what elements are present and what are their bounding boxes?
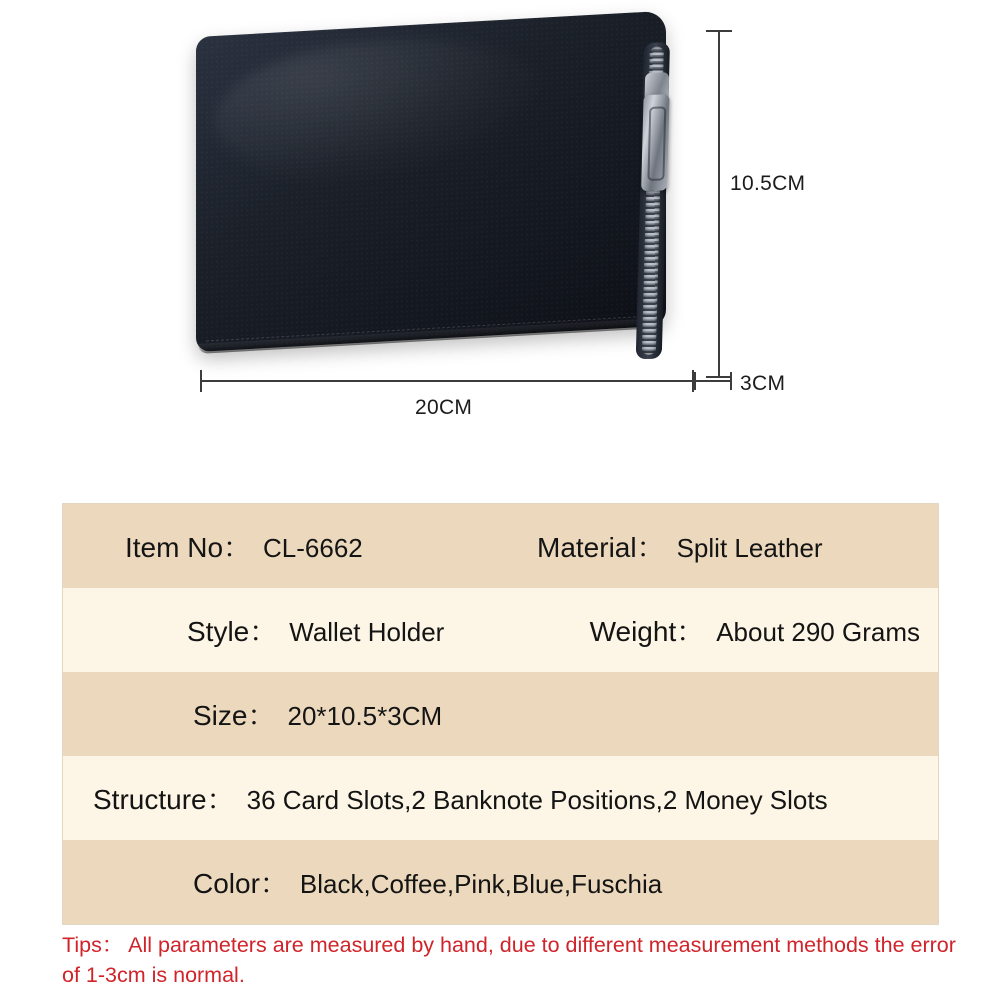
spec-value-size: 20*10.5*3CM	[287, 701, 443, 731]
width-dimension-line	[200, 380, 694, 382]
spec-cell-size	[93, 694, 920, 734]
tips-text: All parameters are measured by hand, due to different measurement methods the error of 1-3cm is normal.	[62, 933, 956, 987]
spec-key-weight: Weight：	[589, 616, 705, 647]
wallet-product-photo	[196, 25, 696, 355]
height-dimension-label: 10.5CM	[730, 172, 806, 195]
specification-table	[62, 503, 939, 925]
height-dimension-cap-bottom	[706, 376, 732, 378]
height-dimension-line	[718, 30, 720, 378]
depth-dimension-cap-left	[694, 372, 696, 390]
height-dimension-cap-top	[706, 30, 732, 32]
spec-key-material: Material：	[537, 532, 665, 563]
tips-label: Tips：	[62, 933, 124, 957]
width-dimension-cap-left	[200, 370, 202, 392]
spec-cell-style	[93, 610, 590, 650]
spec-cell-color	[93, 862, 920, 902]
spec-value-item-no: CL-6662	[263, 533, 363, 563]
spec-key-size: Size：	[193, 700, 276, 731]
product-image-area	[0, 0, 1000, 470]
spec-value-weight: About 290 Grams	[716, 617, 920, 647]
depth-dimension-line	[694, 380, 732, 382]
spec-key-style: Style：	[187, 616, 278, 647]
spec-cell-structure	[93, 778, 920, 818]
spec-value-style: Wallet Holder	[289, 617, 445, 647]
spec-key-color: Color：	[193, 868, 288, 899]
depth-dimension-cap-right	[730, 372, 732, 390]
table-row	[63, 504, 938, 588]
spec-value-color: Black,Coffee,Pink,Blue,Fuschia	[299, 869, 663, 899]
table-row	[63, 840, 938, 924]
table-row	[63, 672, 938, 756]
depth-dimension-label: 3CM	[740, 372, 786, 395]
zipper-pull-tab	[641, 94, 670, 191]
spec-cell-item-no	[93, 526, 537, 566]
spec-key-item-no: Item No：	[125, 532, 252, 563]
wallet-body	[196, 11, 666, 352]
spec-cell-weight	[590, 610, 920, 650]
width-dimension-label: 20CM	[415, 396, 473, 419]
spec-key-structure: Structure：	[93, 784, 235, 815]
tips-note	[62, 930, 962, 990]
table-row	[63, 756, 938, 840]
spec-cell-material	[537, 526, 823, 566]
spec-value-material: Split Leather	[676, 533, 823, 563]
table-row	[63, 588, 938, 672]
spec-value-structure: 36 Card Slots,2 Banknote Positions,2 Money Slots	[246, 785, 828, 815]
